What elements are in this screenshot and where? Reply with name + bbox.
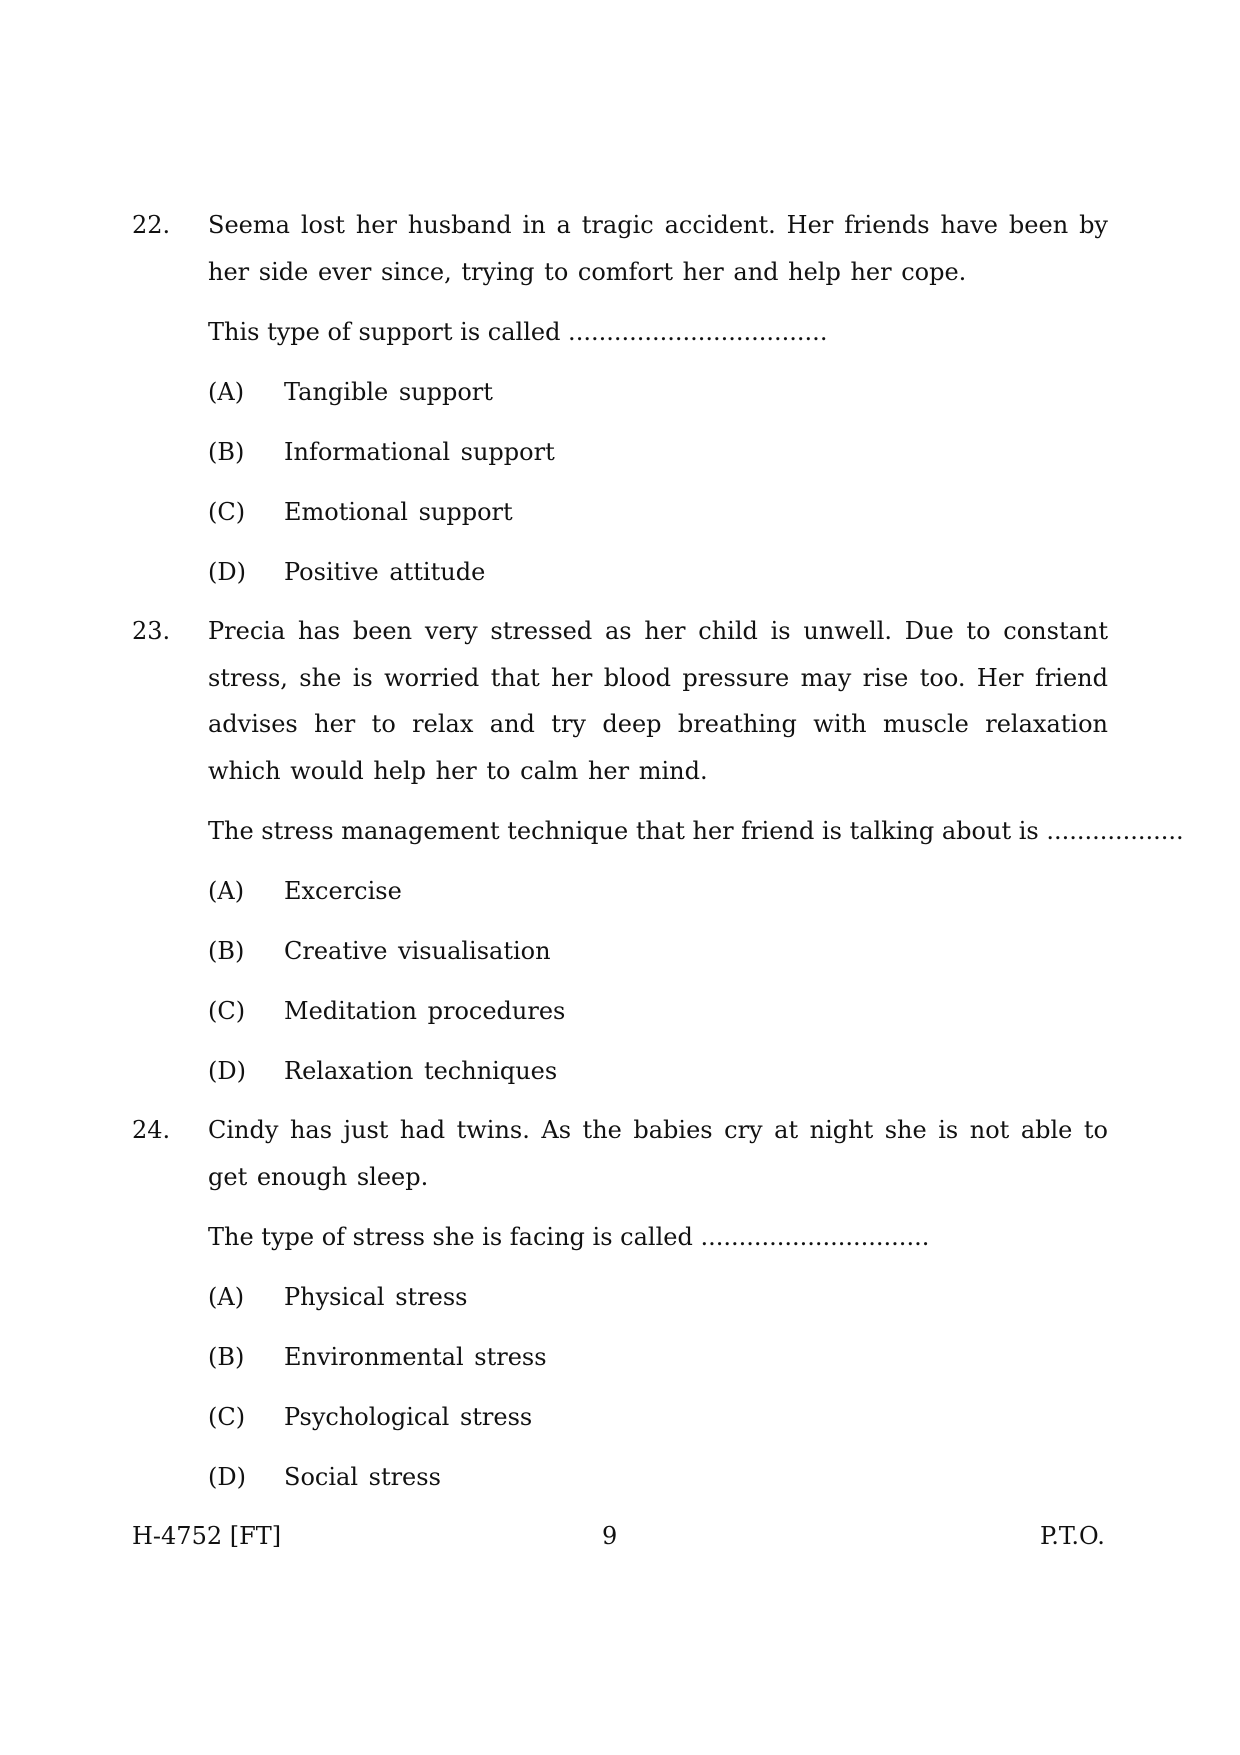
option-text: Informational support bbox=[284, 438, 555, 466]
page-number: 9 bbox=[602, 1522, 618, 1550]
pto-label: P.T.O. bbox=[1040, 1522, 1105, 1550]
option-letter: (C) bbox=[208, 997, 246, 1025]
question-text: Seema lost her husband in a tragic accident. Her friends have been by her side ever since, trying to comfort her and help her cope. bbox=[208, 211, 1108, 286]
option-letter: (B) bbox=[208, 1343, 245, 1371]
option-letter: (C) bbox=[208, 1403, 246, 1431]
option-letter: (B) bbox=[208, 937, 245, 965]
option-d bbox=[208, 1454, 1108, 1514]
option-a bbox=[208, 1274, 1108, 1334]
option-letter: (A) bbox=[208, 1283, 245, 1311]
question-body bbox=[208, 1107, 1108, 1514]
option-letter: (D) bbox=[208, 1463, 246, 1491]
question-stem: The type of stress she is facing is called .............................. bbox=[208, 1223, 930, 1251]
question-text: Cindy has just had twins. As the babies cry at night she is not able to get enough sleep. bbox=[208, 1116, 1108, 1191]
question-number: 22. bbox=[132, 211, 171, 239]
option-text: Psychological stress bbox=[284, 1403, 533, 1431]
options-list bbox=[208, 868, 1108, 1108]
option-text: Creative visualisation bbox=[284, 937, 551, 965]
question-body bbox=[208, 202, 1108, 609]
option-c bbox=[208, 1394, 1108, 1454]
option-text: Emotional support bbox=[284, 498, 513, 526]
question-stem: This type of support is called .................................. bbox=[208, 318, 828, 346]
option-a bbox=[208, 369, 1108, 429]
option-text: Social stress bbox=[284, 1463, 441, 1491]
question-number: 24. bbox=[132, 1116, 171, 1144]
option-letter: (B) bbox=[208, 438, 245, 466]
option-b bbox=[208, 429, 1108, 489]
option-text: Relaxation techniques bbox=[284, 1057, 558, 1085]
option-letter: (A) bbox=[208, 877, 245, 905]
option-a bbox=[208, 868, 1108, 928]
question-stem: The stress management technique that her friend is talking about is .................. bbox=[208, 817, 1184, 845]
option-text: Environmental stress bbox=[284, 1343, 547, 1371]
option-letter: (A) bbox=[208, 378, 245, 406]
question-body bbox=[208, 608, 1184, 1108]
option-text: Physical stress bbox=[284, 1283, 468, 1311]
option-c bbox=[208, 988, 1108, 1048]
options-list bbox=[208, 1274, 1108, 1514]
option-text: Meditation procedures bbox=[284, 997, 566, 1025]
option-letter: (C) bbox=[208, 498, 246, 526]
option-text: Positive attitude bbox=[284, 558, 486, 586]
paper-code: H-4752 [FT] bbox=[132, 1522, 282, 1550]
question-text: Precia has been very stressed as her child is unwell. Due to constant stress, she is worried that her blood pressure may rise too. Her friend advises her to relax and try deep breathing with muscle relaxation which would help her to calm her mind. bbox=[208, 617, 1108, 785]
option-text: Tangible support bbox=[284, 378, 493, 406]
options-list bbox=[208, 369, 1108, 609]
option-letter: (D) bbox=[208, 558, 246, 586]
option-d bbox=[208, 549, 1108, 609]
option-letter: (D) bbox=[208, 1057, 246, 1085]
question-number: 23. bbox=[132, 617, 171, 645]
option-c bbox=[208, 489, 1108, 549]
option-b bbox=[208, 928, 1108, 988]
option-b bbox=[208, 1334, 1108, 1394]
option-d bbox=[208, 1048, 1108, 1108]
option-text: Excercise bbox=[284, 877, 402, 905]
